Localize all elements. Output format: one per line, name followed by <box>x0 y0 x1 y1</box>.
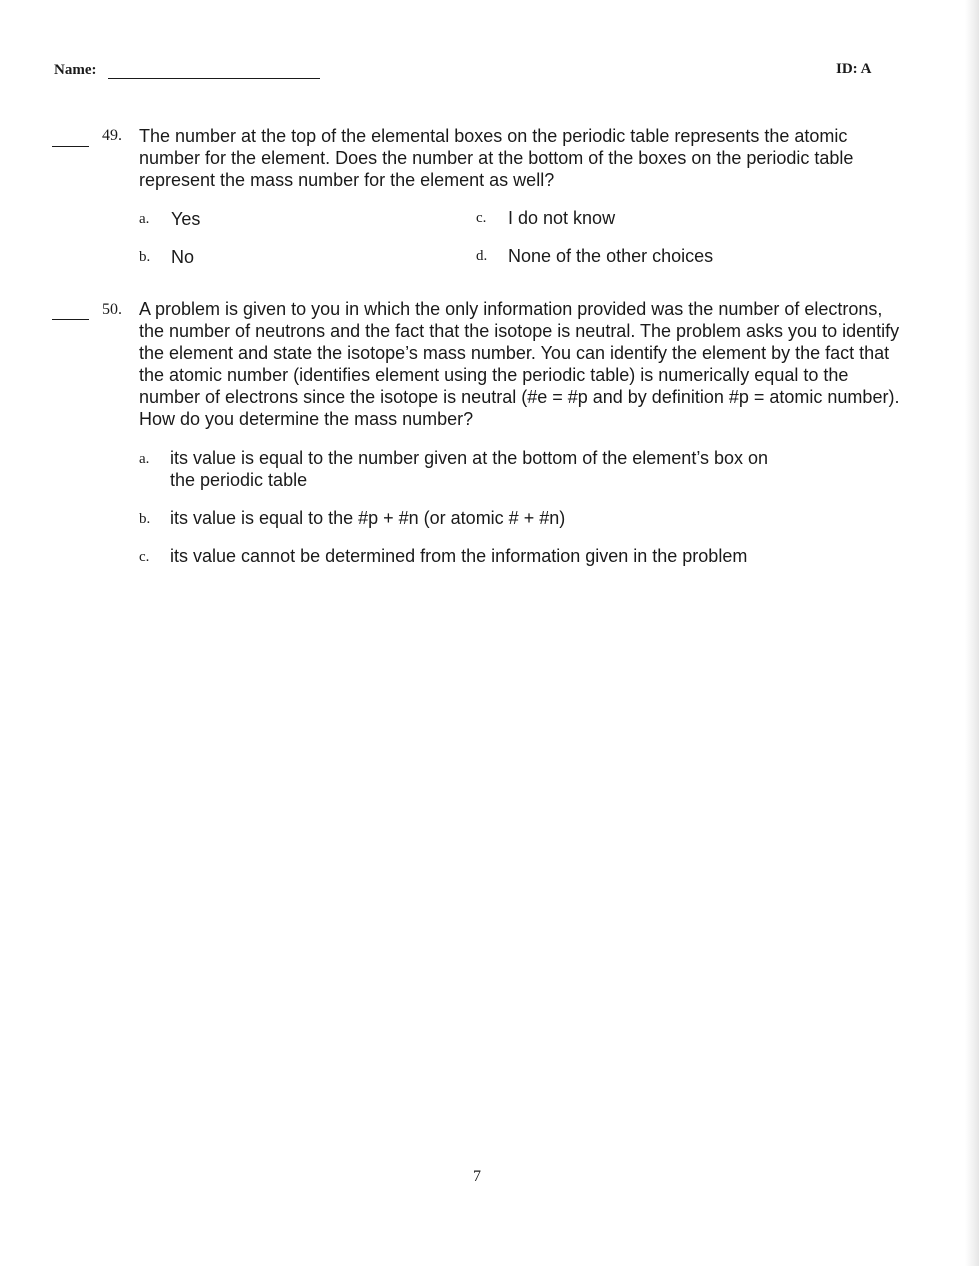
option-letter: a. <box>139 211 150 227</box>
page-edge-shadow <box>965 0 979 1266</box>
answer-blank-50[interactable] <box>52 319 89 320</box>
id-label: ID: A <box>836 61 872 77</box>
option-text[interactable]: None of the other choices <box>508 246 714 266</box>
option-letter: c. <box>476 210 487 226</box>
question-number: 50. <box>102 301 122 318</box>
option-text[interactable]: its value is equal to the number given at the bottom of the element’s box on the periodic table <box>170 448 769 490</box>
option-letter: a. <box>139 451 150 467</box>
question-text: The number at the top of the elemental boxes on the periodic table represents the atomic number for the element. Does the number at the bottom of the boxes on the periodic table represent the mass number for the element as well? <box>139 126 854 190</box>
option-text[interactable]: its value is equal to the #p + #n (or atomic # + #n) <box>170 508 566 528</box>
option-text[interactable]: No <box>171 247 195 267</box>
question-number: 49. <box>102 127 122 144</box>
option-text[interactable]: its value cannot be determined from the information given in the problem <box>170 546 748 566</box>
name-field-line[interactable] <box>108 78 320 79</box>
page-number: 7 <box>473 1168 481 1185</box>
option-letter: b. <box>139 249 151 265</box>
option-text[interactable]: I do not know <box>508 208 616 228</box>
option-text[interactable]: Yes <box>171 209 201 229</box>
answer-blank-49[interactable] <box>52 146 89 147</box>
question-text: A problem is given to you in which the only information provided was the number of electrons, the number of neutrons and the fact that the isotope is neutral. The problem asks you to identify the element and state the isotope’s mass number. You can identify the element by the fact that the atomic number (identifies element using the periodic table) is numerically equal to the number of electrons since the isotope is neutral (#e = #p and by definition #p = atomic number). How do you determine the mass number? <box>139 299 900 429</box>
option-letter: c. <box>139 549 150 565</box>
name-label: Name: <box>54 62 97 78</box>
option-letter: b. <box>139 511 151 527</box>
option-letter: d. <box>476 248 488 264</box>
